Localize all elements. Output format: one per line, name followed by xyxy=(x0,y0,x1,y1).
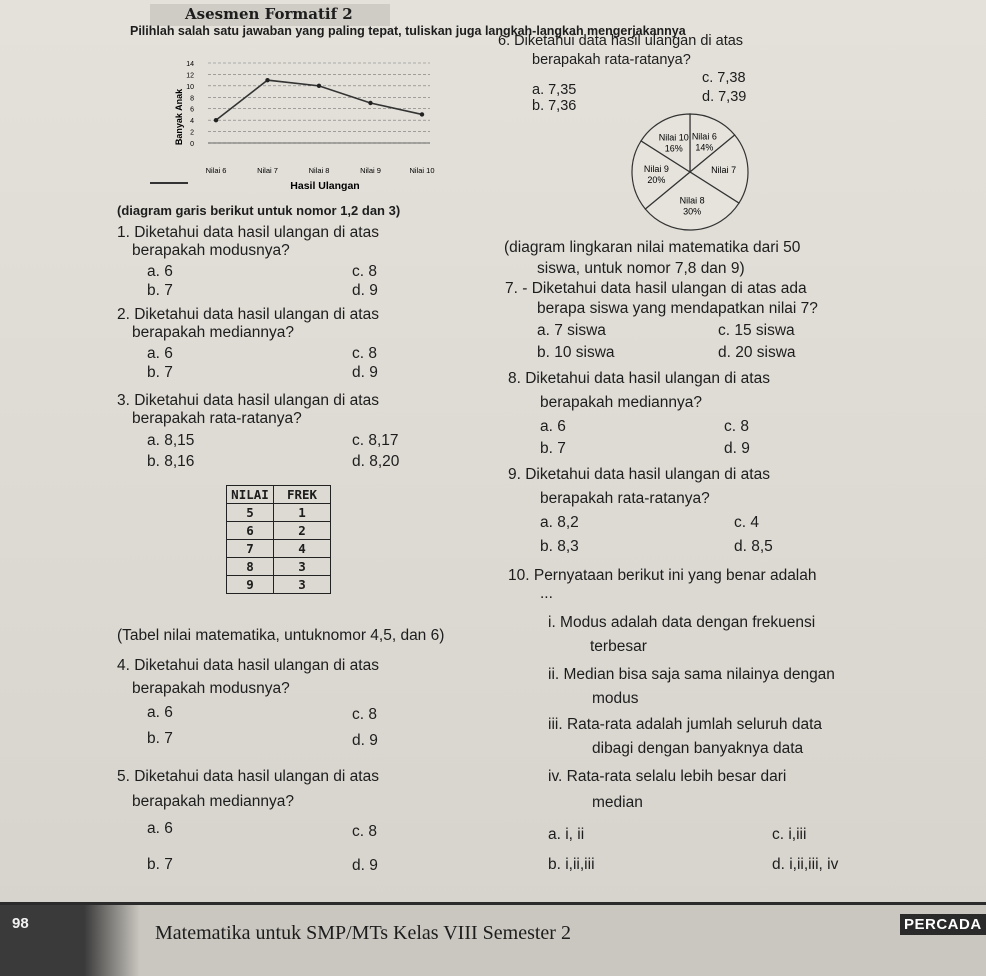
q9-option-b[interactable]: b. 8,3 xyxy=(540,538,579,555)
q4-option-c[interactable]: c. 8 xyxy=(352,706,377,723)
q10-option-d[interactable]: d. i,ii,iii, iv xyxy=(772,856,839,873)
q2-option-d[interactable]: d. 9 xyxy=(352,364,378,381)
q10-option-c[interactable]: c. i,iii xyxy=(772,826,807,843)
chart-x-tick: Nilai 10 xyxy=(409,166,435,175)
q10-statement-ii: ii. Median bisa saja sama nilainya dengan xyxy=(548,666,835,683)
q10-statement-i: i. Modus adalah data dengan frekuensi xyxy=(548,614,816,631)
table-cell: 3 xyxy=(274,558,331,576)
q3-option-b[interactable]: b. 8,16 xyxy=(147,453,195,470)
table-row xyxy=(227,540,331,558)
chart-x-label: Hasil Ulangan xyxy=(290,180,360,192)
q6-text-2: berapakah rata-ratanya? xyxy=(532,52,691,68)
q4-text: 4. Diketahui data hasil ulangan di atas xyxy=(117,657,379,674)
pie-chart-caption-2: siswa, untuk nomor 7,8 dan 9) xyxy=(537,260,745,277)
pie-chart xyxy=(600,112,780,236)
chart-y-tick: 6 xyxy=(190,106,194,114)
q9-option-d[interactable]: d. 8,5 xyxy=(734,538,773,555)
pie-slice-value: 14% xyxy=(695,142,714,153)
table-cell: 2 xyxy=(274,522,331,540)
table-cell: 9 xyxy=(227,576,274,594)
q6-text: 6. Diketahui data hasil ulangan di atas xyxy=(498,33,744,49)
table-row xyxy=(227,522,331,540)
pie-slice-label: Nilai 7 xyxy=(711,164,737,175)
q1-text-2: berapakah modusnya? xyxy=(132,242,290,259)
pie-slice-label: Nilai 9 xyxy=(643,164,669,175)
chart-x-tick: Nilai 7 xyxy=(257,166,278,175)
chart-y-tick: 8 xyxy=(190,95,194,103)
q7-text: 7. - Diketahui data hasil ulangan di atas ada xyxy=(505,280,807,297)
q3-text: 3. Diketahui data hasil ulangan di atas xyxy=(117,392,379,409)
chart-x-tick: Nilai 8 xyxy=(308,166,330,175)
q2-text: 2. Diketahui data hasil ulangan di atas xyxy=(117,306,379,323)
q1-option-b[interactable]: b. 7 xyxy=(147,282,173,299)
q7-option-c[interactable]: c. 15 siswa xyxy=(718,322,795,339)
q9-option-c[interactable]: c. 4 xyxy=(734,514,759,531)
chart-point xyxy=(214,118,218,122)
q6-option-c[interactable]: c. 7,38 xyxy=(702,70,746,86)
q7-text-2: berapa siswa yang mendapatkan nilai 7? xyxy=(537,300,818,317)
chart-y-tick: 2 xyxy=(190,129,194,137)
q10-statement-iv-2: median xyxy=(592,794,643,811)
table-cell: 5 xyxy=(227,504,274,522)
q8-text-2: berapakah mediannya? xyxy=(540,394,703,411)
table-cell: 1 xyxy=(274,504,331,522)
chart-point xyxy=(265,78,269,82)
pie-chart-caption: (diagram lingkaran nilai matematika dari 50 xyxy=(504,239,801,256)
pie-slice-label: Nilai 10 xyxy=(658,132,689,143)
table-caption: (Tabel nilai matematika, untuknomor 4,5, dan 6) xyxy=(117,627,445,644)
q5-text: 5. Diketahui data hasil ulangan di atas xyxy=(117,768,379,785)
q10-statement-iv: iv. Rata-rata selalu lebih besar dari xyxy=(548,768,787,785)
q9-text-2: berapakah rata-ratanya? xyxy=(540,490,710,507)
chart-y-label: Banyak Anak xyxy=(174,88,184,146)
q3-option-d[interactable]: d. 8,20 xyxy=(352,453,400,470)
q4-option-d[interactable]: d. 9 xyxy=(352,732,378,749)
table-cell: 4 xyxy=(274,540,331,558)
q7-option-b[interactable]: b. 10 siswa xyxy=(537,344,615,361)
q7-option-d[interactable]: d. 20 siswa xyxy=(718,344,796,361)
chart-point xyxy=(420,112,424,116)
q9-option-a[interactable]: a. 8,2 xyxy=(540,514,579,531)
q8-text: 8. Diketahui data hasil ulangan di atas xyxy=(508,370,770,387)
instruction-text: Pilihlah salah satu jawaban yang paling tepat, tuliskan juga langkah-langkah mengerjakannya xyxy=(130,24,686,38)
q10-option-b[interactable]: b. i,ii,iii xyxy=(548,856,595,873)
q10-statement-i-2: terbesar xyxy=(590,638,647,655)
q9-text: 9. Diketahui data hasil ulangan di atas xyxy=(508,466,770,483)
pie-slice-value: 16% xyxy=(664,143,683,154)
q6-option-b[interactable]: b. 7,36 xyxy=(532,98,577,114)
q1-text: 1. Diketahui data hasil ulangan di atas xyxy=(117,224,379,241)
q2-option-b[interactable]: b. 7 xyxy=(147,364,173,381)
q1-option-d[interactable]: d. 9 xyxy=(352,282,378,299)
q1-option-c[interactable]: c. 8 xyxy=(352,263,377,280)
table-row xyxy=(227,558,331,576)
q8-option-b[interactable]: b. 7 xyxy=(540,440,566,457)
publisher-logo: PERCADA xyxy=(900,914,986,935)
q5-option-a[interactable]: a. 6 xyxy=(147,820,173,837)
page-number: 98 xyxy=(12,915,29,932)
q1-option-a[interactable]: a. 6 xyxy=(147,263,173,280)
page-title: Asesmen Formatif 2 xyxy=(185,5,353,23)
page-number-box xyxy=(0,905,140,976)
q4-text-2: berapakah modusnya? xyxy=(132,680,290,697)
q4-option-a[interactable]: a. 6 xyxy=(147,704,173,721)
chart-y-tick: 0 xyxy=(190,141,194,148)
chart-y-tick: 14 xyxy=(186,61,194,68)
table-cell: 6 xyxy=(227,522,274,540)
q2-text-2: berapakah mediannya? xyxy=(132,324,295,341)
pie-slice-value: 20% xyxy=(647,175,666,186)
q7-option-a[interactable]: a. 7 siswa xyxy=(537,322,606,339)
chart-y-tick: 4 xyxy=(190,118,194,126)
q10-text: 10. Pernyataan berikut ini yang benar adalah xyxy=(508,567,817,584)
q3-option-c[interactable]: c. 8,17 xyxy=(352,432,399,449)
line-chart-caption: (diagram garis berikut untuk nomor 1,2 dan 3) xyxy=(117,203,401,218)
frequency-table xyxy=(226,485,331,594)
chart-y-tick: 12 xyxy=(186,72,194,80)
chart-underline xyxy=(150,182,188,184)
table-cell: 7 xyxy=(227,540,274,558)
chart-x-tick: Nilai 9 xyxy=(360,166,381,175)
q8-option-d[interactable]: d. 9 xyxy=(724,440,750,457)
q8-option-a[interactable]: a. 6 xyxy=(540,418,566,435)
q10-statement-iii-2: dibagi dengan banyaknya data xyxy=(592,740,804,757)
pie-slice-value: 30% xyxy=(683,206,702,217)
q3-option-a[interactable]: a. 8,15 xyxy=(147,432,195,449)
q3-text-2: berapakah rata-ratanya? xyxy=(132,410,302,427)
pie-slice-label: Nilai 6 xyxy=(691,131,717,142)
q10-text-2: ... xyxy=(540,585,553,602)
q2-option-a[interactable]: a. 6 xyxy=(147,345,173,362)
table-header-nilai: NILAI xyxy=(227,486,274,504)
table-header-frek: FREK xyxy=(274,486,331,504)
table-cell: 8 xyxy=(227,558,274,576)
table-cell: 3 xyxy=(274,576,331,594)
q10-statement-ii-2: modus xyxy=(592,690,639,707)
table-row xyxy=(227,576,331,594)
q6-option-d[interactable]: d. 7,39 xyxy=(702,89,747,105)
table-header-row xyxy=(227,486,331,504)
q5-option-b[interactable]: b. 7 xyxy=(147,856,173,873)
line-chart xyxy=(160,55,450,195)
q5-text-2: berapakah mediannya? xyxy=(132,793,295,810)
pie-slice-label: Nilai 8 xyxy=(679,195,705,206)
q6-option-a[interactable]: a. 7,35 xyxy=(532,82,577,98)
q8-option-c[interactable]: c. 8 xyxy=(724,418,749,435)
q4-option-b[interactable]: b. 7 xyxy=(147,730,173,747)
q5-option-c[interactable]: c. 8 xyxy=(352,823,377,840)
q10-statement-iii: iii. Rata-rata adalah jumlah seluruh data xyxy=(548,716,822,733)
footer-divider xyxy=(0,902,986,905)
q2-option-c[interactable]: c. 8 xyxy=(352,345,377,362)
q5-option-d[interactable]: d. 9 xyxy=(352,857,378,874)
q10-option-a[interactable]: a. i, ii xyxy=(548,826,585,843)
chart-point xyxy=(368,101,372,105)
chart-point xyxy=(317,84,321,88)
book-title: Matematika untuk SMP/MTs Kelas VIII Semester 2 xyxy=(155,922,571,944)
table-row xyxy=(227,504,331,522)
chart-x-tick: Nilai 6 xyxy=(205,166,227,175)
chart-y-tick: 10 xyxy=(186,83,194,91)
